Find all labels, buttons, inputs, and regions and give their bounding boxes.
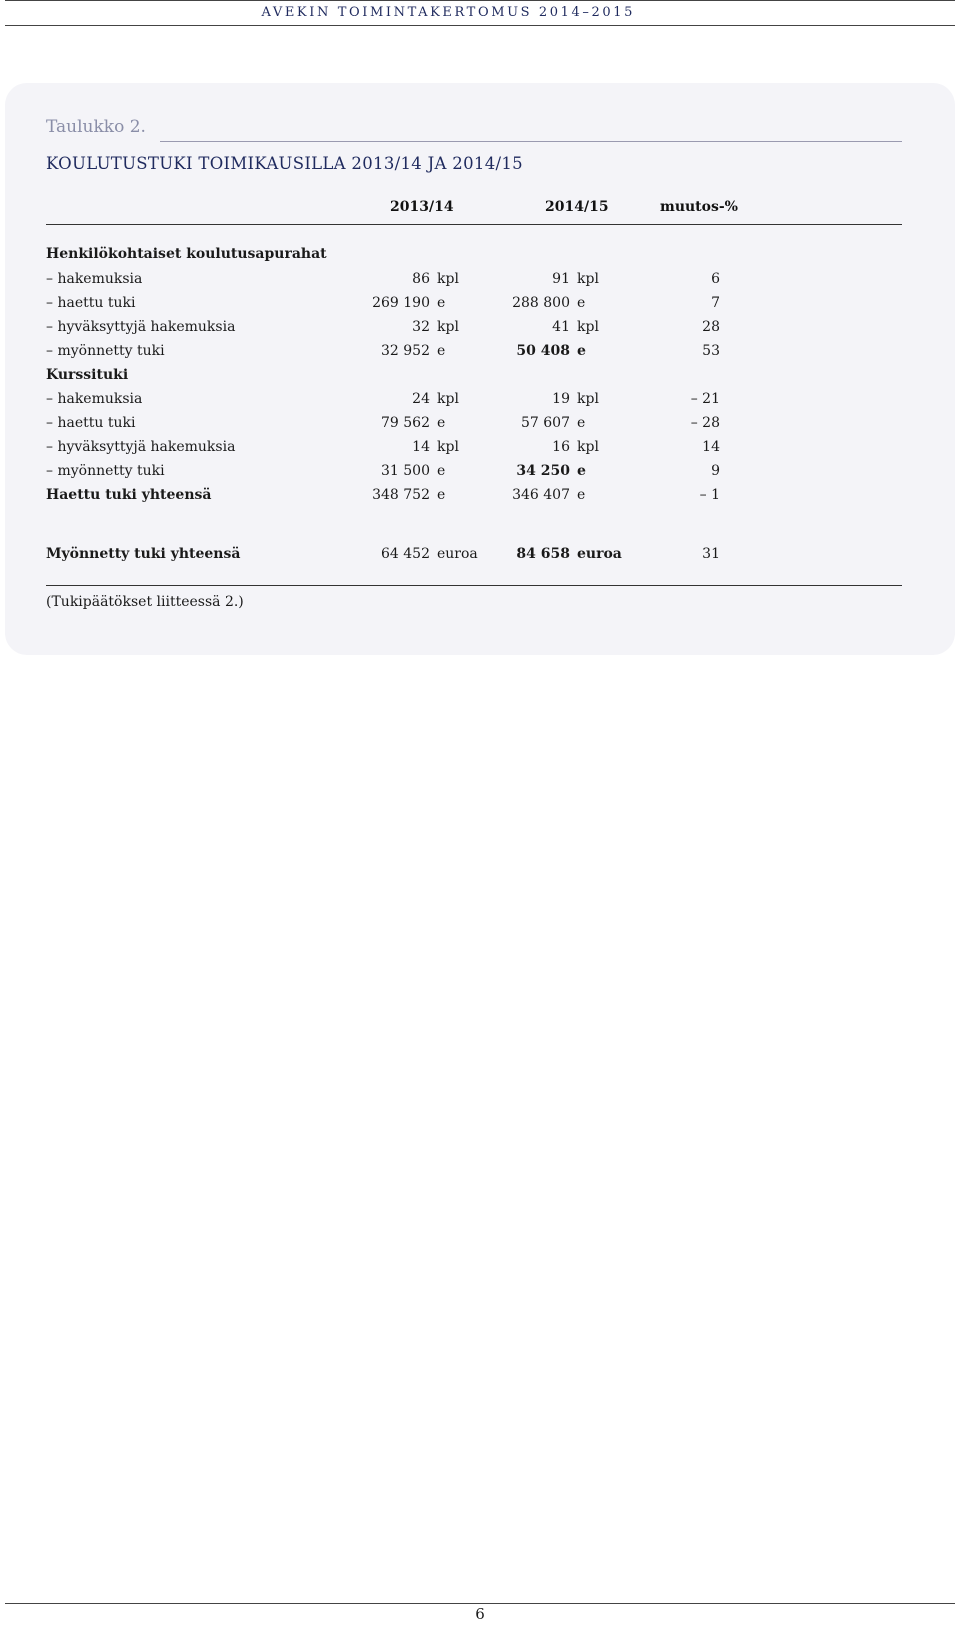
header-rule: [5, 25, 955, 26]
row-label: – hyväksyttyjä hakemuksia: [46, 319, 236, 335]
value-2014-15: 57 607: [521, 415, 570, 431]
page-number: 6: [475, 1605, 485, 1623]
label-rule: [160, 141, 902, 142]
row-label: Myönnetty tuki yhteensä: [46, 546, 241, 562]
unit-2013-14: e: [437, 343, 446, 359]
row-label: – myönnetty tuki: [46, 343, 165, 359]
value-2014-15: 41: [552, 319, 570, 335]
change-pct: 9: [711, 463, 720, 479]
unit-2013-14: e: [437, 463, 446, 479]
table-row: [0, 413, 960, 433]
value-2014-15: 91: [552, 271, 570, 287]
unit-2013-14: e: [437, 415, 446, 431]
total-row: [0, 485, 960, 505]
unit-2014-15: kpl: [577, 271, 599, 287]
value-2014-15: 50 408: [516, 343, 570, 359]
value-2014-15: 16: [552, 439, 570, 455]
unit-2014-15: e: [577, 343, 586, 359]
unit-2014-15: kpl: [577, 391, 599, 407]
value-2013-14: 14: [412, 439, 430, 455]
col-header-2013-14: 2013/14: [390, 199, 454, 215]
col-header-2014-15: 2014/15: [545, 199, 609, 215]
running-header: AVEKIN TOIMINTAKERTOMUS 2014–2015: [261, 5, 635, 20]
unit-2014-15: kpl: [577, 319, 599, 335]
table-row: [0, 389, 960, 409]
row-label: – hakemuksia: [46, 271, 143, 287]
unit-2013-14: e: [437, 295, 446, 311]
row-label: – hyväksyttyjä hakemuksia: [46, 439, 236, 455]
unit-2013-14: e: [437, 487, 446, 503]
change-pct: – 21: [690, 391, 720, 407]
value-2013-14: 64 452: [381, 546, 430, 562]
unit-2014-15: e: [577, 295, 586, 311]
value-2013-14: 24: [412, 391, 430, 407]
table-row: [0, 341, 960, 361]
top-rule: [5, 0, 955, 1]
value-2013-14: 31 500: [381, 463, 430, 479]
unit-2014-15: e: [577, 415, 586, 431]
change-pct: 6: [711, 271, 720, 287]
row-label: – hakemuksia: [46, 391, 143, 407]
col-header-change: muutos-%: [660, 199, 738, 215]
section-heading: [0, 244, 960, 264]
bottom-rule: [5, 1603, 955, 1604]
unit-2013-14: kpl: [437, 319, 459, 335]
unit-2013-14: euroa: [437, 546, 478, 562]
unit-2014-15: euroa: [577, 546, 622, 562]
total-row: [0, 544, 960, 564]
value-2014-15: 288 800: [512, 295, 570, 311]
unit-2013-14: kpl: [437, 271, 459, 287]
table-row: [0, 293, 960, 313]
unit-2013-14: kpl: [437, 439, 459, 455]
section-label: Henkilökohtaiset koulutusapurahat: [46, 246, 327, 262]
unit-2014-15: kpl: [577, 439, 599, 455]
value-2014-15: 84 658: [516, 546, 570, 562]
value-2013-14: 269 190: [372, 295, 430, 311]
table-footnote: (Tukipäätökset liitteessä 2.): [46, 594, 244, 610]
table-row: [0, 461, 960, 481]
change-pct: 7: [711, 295, 720, 311]
section-label: Kurssituki: [46, 367, 129, 383]
table-title: KOULUTUSTUKI TOIMIKAUSILLA 2013/14 JA 2014/15: [46, 154, 523, 173]
table-row: [0, 437, 960, 457]
change-pct: 14: [702, 439, 720, 455]
row-label: – haettu tuki: [46, 415, 136, 431]
change-pct: 28: [702, 319, 720, 335]
row-label: – myönnetty tuki: [46, 463, 165, 479]
row-label: – haettu tuki: [46, 295, 136, 311]
section-heading: [0, 365, 960, 385]
change-pct: 31: [702, 546, 720, 562]
value-2013-14: 32 952: [381, 343, 430, 359]
change-pct: – 1: [699, 487, 720, 503]
value-2013-14: 32: [412, 319, 430, 335]
value-2014-15: 34 250: [516, 463, 570, 479]
unit-2014-15: e: [577, 463, 586, 479]
value-2014-15: 346 407: [512, 487, 570, 503]
value-2013-14: 79 562: [381, 415, 430, 431]
value-2014-15: 19: [552, 391, 570, 407]
table-label: Taulukko 2.: [46, 117, 146, 137]
unit-2014-15: e: [577, 487, 586, 503]
unit-2013-14: kpl: [437, 391, 459, 407]
table-row: [0, 317, 960, 337]
table-row: [0, 269, 960, 289]
header-rule-table: [46, 224, 902, 225]
value-2013-14: 348 752: [372, 487, 430, 503]
change-pct: – 28: [690, 415, 720, 431]
row-label: Haettu tuki yhteensä: [46, 487, 212, 503]
footer-rule-table: [46, 585, 902, 586]
change-pct: 53: [702, 343, 720, 359]
value-2013-14: 86: [412, 271, 430, 287]
